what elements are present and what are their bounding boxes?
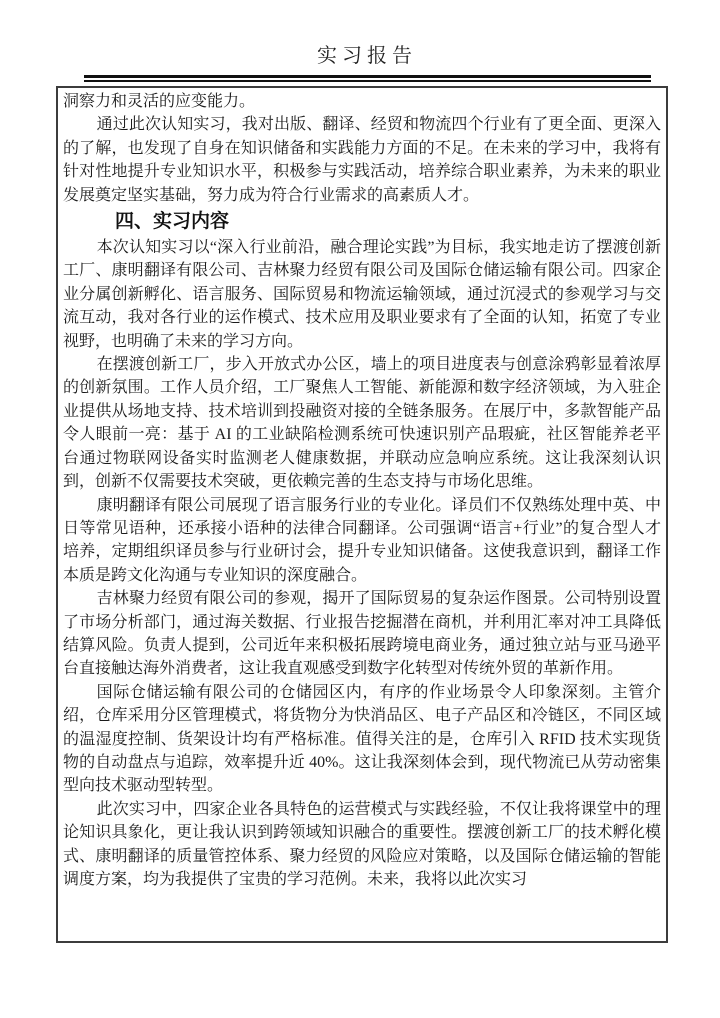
header-double-rule xyxy=(84,75,651,82)
paragraph-international-warehouse: 国际仓储运输有限公司的仓储园区内，有序的作业场景令人印象深刻。主管介绍，仓库采用分区管理模式，将货物分为快消品区、电子产品区和冷链区，不同区域的温湿度控制、货架设计均有严格标准。值得关注的是，仓库引入 RFID 技术实现货物的自动盘点与追踪，效率提升近 40%。这让我深刻体会到，现代物流已从劳动密集型向技术驱动型转型。 xyxy=(63,683,661,795)
paragraph-overview-four-companies: 本次认知实习以“深入行业前沿，融合理论实践”为目标，我实地走访了摆渡创新工厂、康明翻译有限公司、吉林聚力经贸有限公司及国际仓储运输有限公司。四家企业分属创新孵化、语言服务、国际贸易和物流运输领域，通过沉浸式的参观学习与交流互动，我对各行业的运作模式、技术应用及职业要求有了全面的认知，拓宽了专业视野，也明确了未来的学习方向。 xyxy=(63,239,661,350)
report-content-box xyxy=(56,86,668,943)
paragraph-kangming-translation: 康明翻译有限公司展现了语言服务行业的专业化。译员们不仅熟练处理中英、中日等常见语种，还承接小语种的法律合同翻译。公司强调“语言+行业”的复合型人才培养，定期组织译员参与行业研讨会，提升专业知识储备。这使我意识到，翻译工作本质是跨文化沟通与专业知识的深度融合。 xyxy=(63,496,661,584)
paragraph-baidu-innovation-factory: 在摆渡创新工厂，步入开放式办公区，墙上的项目进度表与创意涂鸦彰显着浓厚的创新氛围。工作人员介绍，工厂聚焦人工智能、新能源和数字经济领域，为入驻企业提供从场地支持、技术培训到投融资对接的全链条服务。在展厅中，多款智能产品令人眼前一亮：基于 AI 的工业缺陷检测系统可快速识别产品瑕疵，社区智能养老平台通过物联网设备实时监测老人健康数据，并联动应急响应系统。这让我深刻认识到，创新不仅需要技术突破，更依赖完善的生态支持与市场化思维。 xyxy=(63,356,661,491)
section-heading-internship-content: 四、实习内容 xyxy=(115,211,230,233)
paragraph-conclusion: 此次实习中，四家企业各具特色的运营模式与实践经验，不仅让我将课堂中的理论知识具象化，更让我认识到跨领域知识融合的重要性。摆渡创新工厂的技术孵化模式、康明翻译的质量管控体系、聚力经贸的风险应对策略，以及国际仓储运输的智能调度方案，均为我提供了宝贵的学习范例。未来，我将以此次实习 xyxy=(63,800,661,888)
page-header-title: 实习报告 xyxy=(317,45,417,67)
paragraph-jilin-juli-trade: 吉林聚力经贸有限公司的参观，揭开了国际贸易的复杂运作图景。公司特别设置了市场分析部门，通过海关数据、行业报告挖掘潜在商机，并利用汇率对冲工具降低结算风险。负责人提到，公司近年来积极拓展跨境电商业务，通过独立站与亚马逊平台直接触达海外消费者，这让我直观感受到数字化转型对传统外贸的革新作用。 xyxy=(63,590,661,678)
continuation-line: 洞察力和灵活的应变能力。 xyxy=(63,93,256,110)
paragraph-internship-summary: 通过此次认知实习，我对出版、翻译、经贸和物流四个行业有了更全面、更深入的了解，也发现了自身在知识储备和实践能力方面的不足。在未来的学习中，我将有针对性地提升专业知识水平，积极参与实践活动，培养综合职业素养，为未来的职业发展奠定坚实基础，努力成为符合行业需求的高素质人才。 xyxy=(63,116,661,204)
